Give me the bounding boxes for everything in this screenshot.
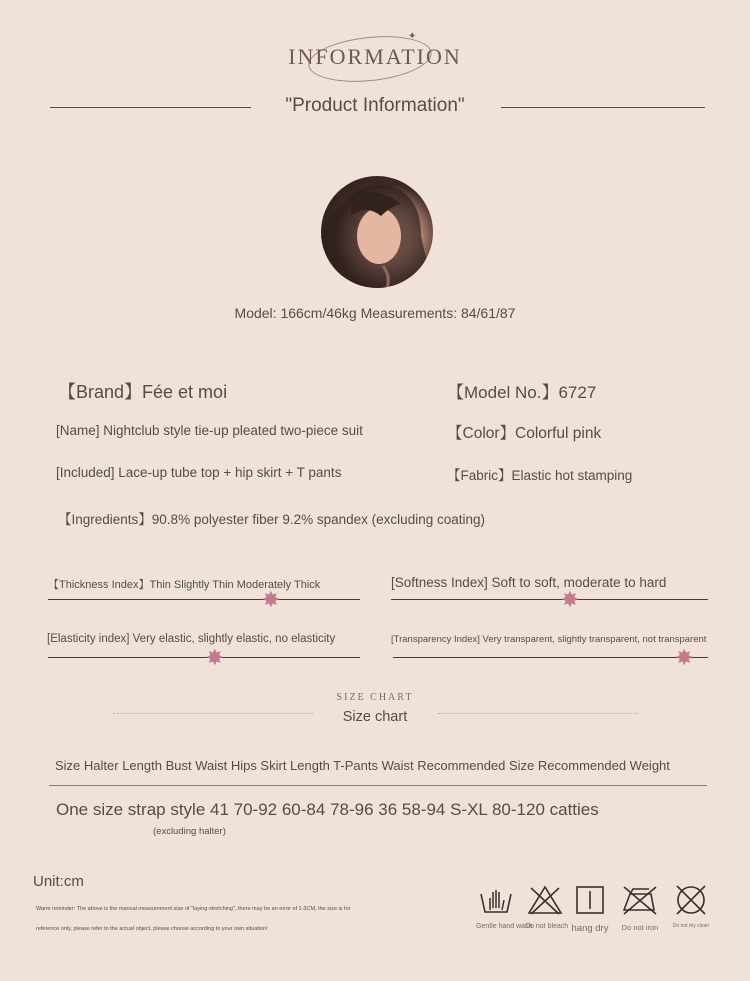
model-measurements: Model: 166cm/46kg Measurements: 84/61/87 [234,305,516,321]
thickness-index-scale [48,599,360,600]
no-bleach-icon [527,884,563,916]
transparency-index-scale [393,657,708,658]
unit-label: Unit:cm [33,873,84,890]
size-table-row: One size strap style 41 70-92 60-84 78-96 36 58-94 S-XL 80-120 catties [56,800,599,819]
spec-name: [Name] Nightclub style tie-up pleated two-piece suit [56,423,363,438]
page-title: INFORMATION [288,44,462,69]
transparency-index-marker: ✸ [674,645,694,670]
size-chart-heading: SIZE CHART [336,692,414,703]
spec-brand: 【Brand】Fée et moi [58,382,228,402]
care-item [525,884,569,930]
size-table-header: Size Halter Length Bust Waist Hips Skirt Length T-Pants Waist Recommended Size Recommended Weight [55,758,670,773]
softness-index-label: [Softness Index] Soft to soft, moderate to hard [391,575,667,590]
reminder-line-1: Warm reminder: The above is the manual measurement size of "laying-stretching", there may be an error of 1-3CM, the size is for [36,906,351,912]
care-label: Do not iron [621,923,659,932]
spec-ingredients: 【Ingredients】90.8% polyester fiber 9.2% spandex (excluding coating) [58,512,485,527]
hang-dry-icon [572,884,608,916]
thickness-index-label: 【Thickness Index】Thin Slightly Thin Moderately Thick [48,579,321,591]
section-title: "Product Information" [285,95,465,116]
care-label: hang dry [571,923,609,934]
reminder-line-2: reference only, please refer to the actual object, please choose according to your own situation! [36,926,268,932]
care-label: Gentle hand wash [476,923,533,930]
thickness-index-marker: ✸ [261,587,281,612]
care-label: Do not bleach [525,923,569,930]
elasticity-index-label: [Elasticity index] Very elastic, slightly elastic, no elasticity [47,633,336,645]
softness-index-scale [391,599,708,600]
spec-color: 【Color】Colorful pink [447,425,602,442]
hand-wash-icon [478,884,514,916]
care-item [570,884,610,934]
care-item [476,884,533,930]
size-table-divider [49,785,707,786]
no-dry-clean-icon [673,884,709,916]
softness-index-marker: ✸ [560,587,580,612]
sparkle-icon: ✦ [408,31,417,42]
spec-fabric: 【Fabric】Elastic hot stamping [447,468,633,483]
model-photo [321,176,433,288]
no-iron-icon [621,884,659,916]
elasticity-index-marker: ✸ [205,645,224,670]
elasticity-index-scale [48,657,360,658]
size-table-note: (excluding halter) [153,826,226,837]
care-label: Do not dry clean [672,923,710,929]
size-chart-title: Size chart [342,709,408,725]
transparency-index-label: [Transparency Index] Very transparent, slightly transparent, not transparent [391,634,707,645]
care-item [671,884,711,929]
spec-model-no: 【Model No.】6727 [447,383,597,402]
care-item [620,884,660,932]
spec-included: [Included] Lace-up tube top + hip skirt + T pants [56,465,342,480]
